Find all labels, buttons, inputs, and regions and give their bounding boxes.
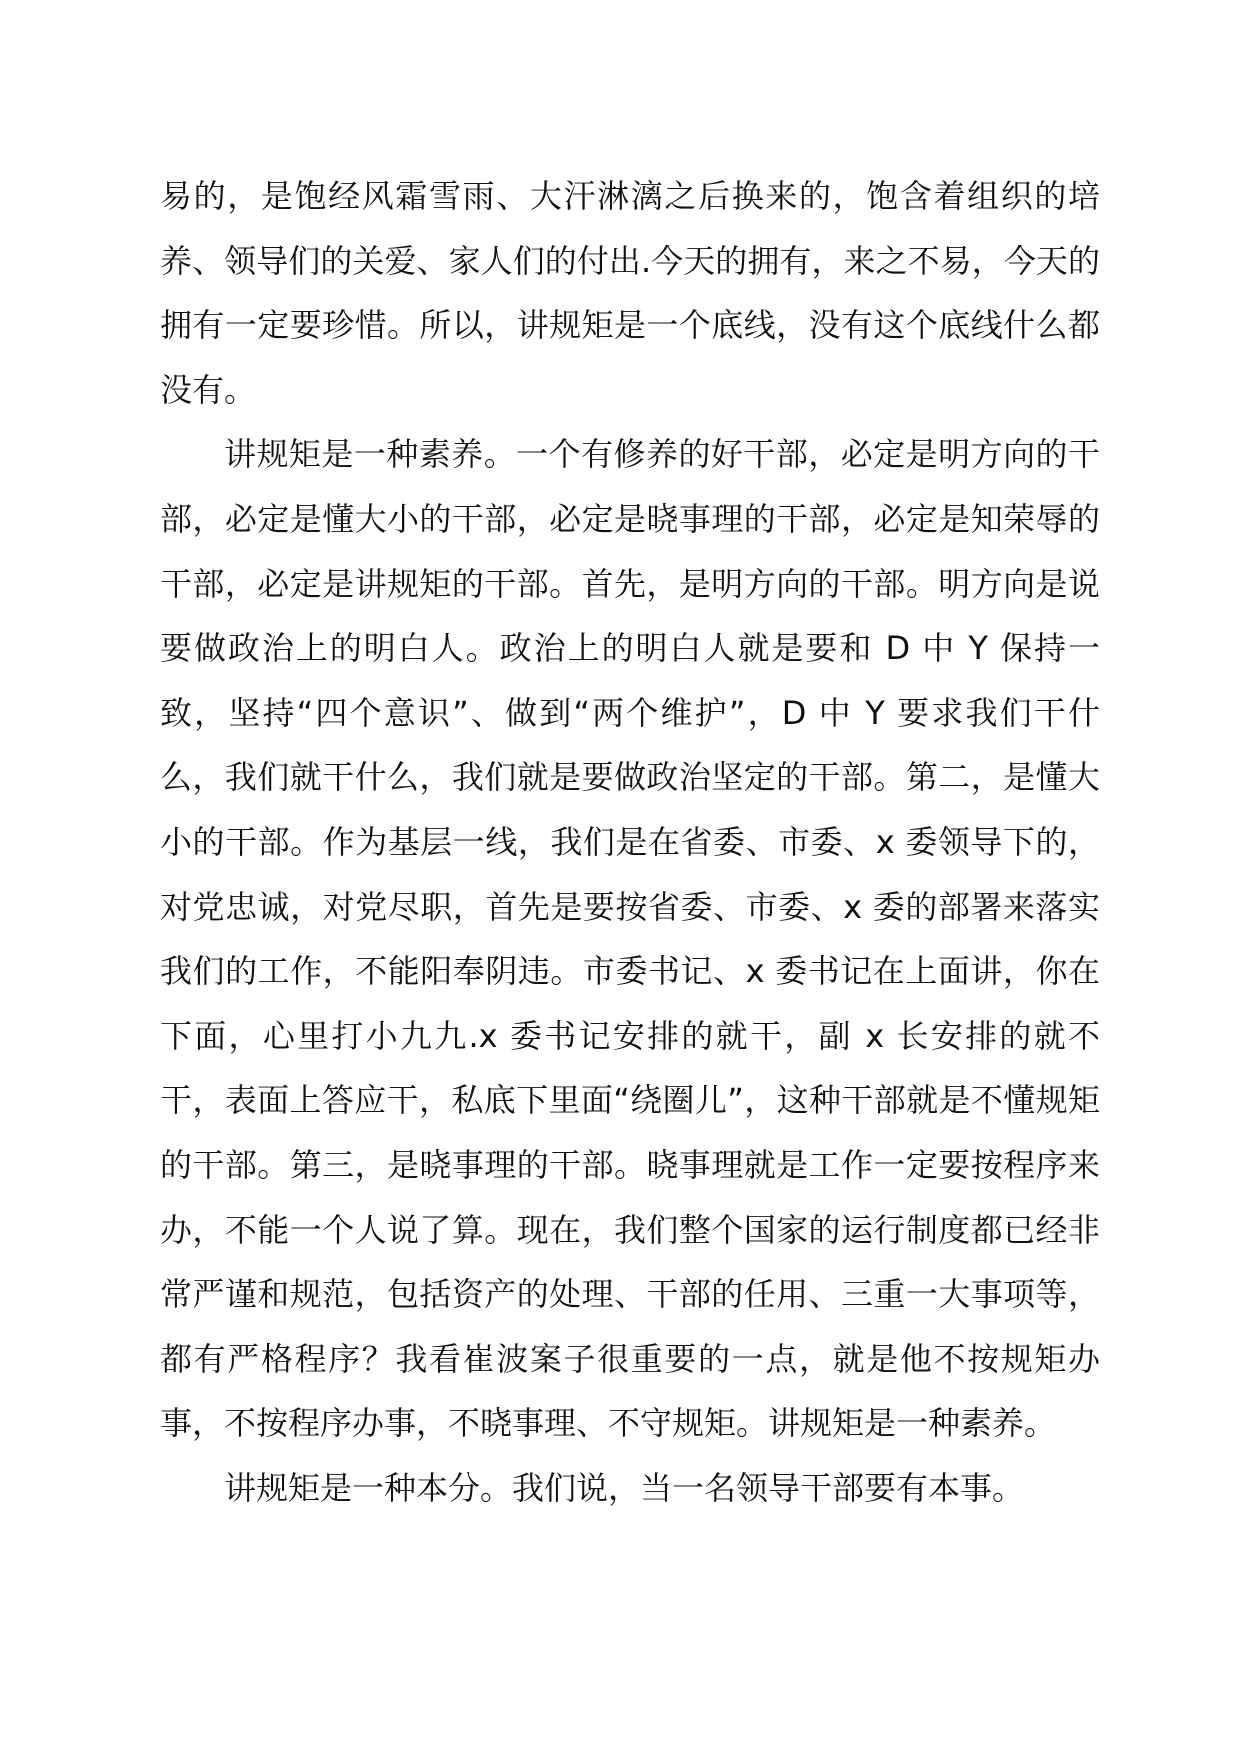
body-text: [160, 164, 1100, 1520]
paragraph-duty: 讲规矩是一种本分。我们说，当一名领导干部要有本事。: [224, 1468, 1025, 1507]
paragraph-quality: 讲规矩是一种素养。一个有修养的好干部，必定是明方向的干部，必定是懂大小的干部，必定是晓事理的干部，必定是知荣辱的干部，必定是讲规矩的干部。首先，是明方向的干部。明方向是说要做政治上的明白人。政治上的明白人就是要和 D 中 Y 保持一致，坚持“四个意识”、做到“两个维护”，D 中 Y 要求我们干什么，我们就干什么，我们就是要做政治坚定的干部。第二，是懂大小的干部。作为基层一线，我们是在省委、市委、x 委领导下的，对党忠诚，对党尽职，首先是要按省委、市委、x 委的部署来落实我们的工作，不能阳奉阴违。市委书记、x 委书记在上面讲，你在下面，心里打小九九.x 委书记安排的就干，副 x 长安排的就不干，表面上答应干，私底下里面“绕圈儿”，这种干部就是不懂规矩的干部。第三，是晓事理的干部。晓事理就是工作一定要按程序来办，不能一个人说了算。现在，我们整个国家的运行制度都已经非常严谨和规范，包括资产的处理、干部的任用、三重一大事项等，都有严格程序？我看崔波案子很重要的一点，就是他不按规矩办事，不按程序办事，不晓事理、不守规矩。讲规矩是一种素养。: [160, 435, 1100, 1443]
paragraph-continuation: 易的，是饱经风霜雪雨、大汗淋漓之后换来的，饱含着组织的培养、领导们的关爱、家人们的付出.今天的拥有，来之不易，今天的拥有一定要珍惜。所以，讲规矩是一个底线，没有这个底线什么都没有。: [160, 177, 1100, 409]
